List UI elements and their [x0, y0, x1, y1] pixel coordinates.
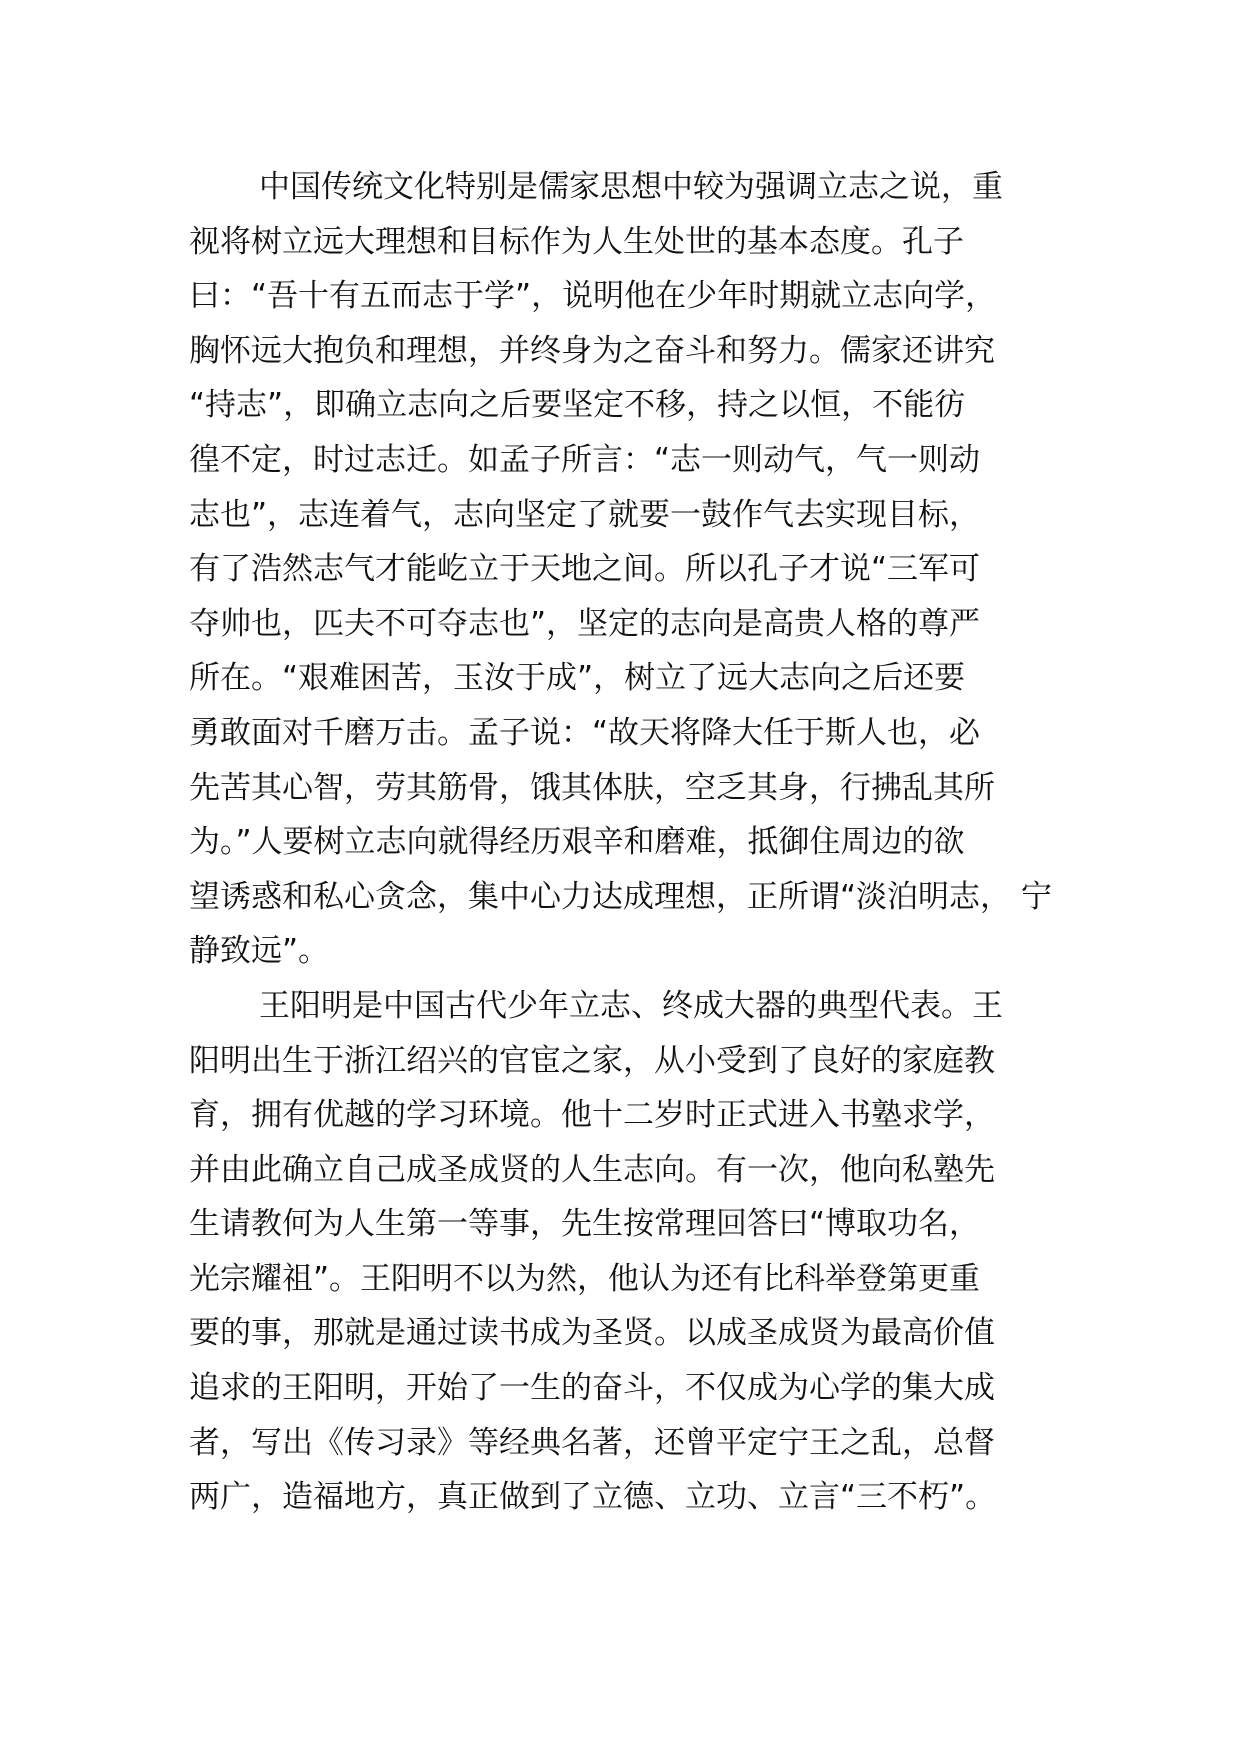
- text-line: 静致远”。: [189, 933, 330, 970]
- paragraph-2: [189, 979, 1069, 1525]
- text-line: 王阳明是中国古代少年立志、终成大器的典型代表。王: [259, 987, 1003, 1024]
- text-line: 勇敢面对千磨万击。孟子说：“故天将降大任于斯人也，必: [189, 714, 981, 751]
- text-line: 要的事，那就是通过读书成为圣贤。以成圣成贤为最高价值: [189, 1315, 995, 1352]
- text-line: 阳明出生于浙江绍兴的官宦之家，从小受到了良好的家庭教: [189, 1042, 995, 1079]
- text-line: 望诱惑和私心贪念，集中心力达成理想，正所谓“淡泊明志， 宁: [189, 878, 1052, 915]
- text-line: 视将树立远大理想和目标作为人生处世的基本态度。孔子: [189, 223, 964, 260]
- body-text: [189, 160, 1069, 1525]
- text-line: 为。”人要树立志向就得经历艰辛和磨难，抵御住周边的欲: [189, 824, 965, 861]
- text-line: 并由此确立自己成圣成贤的人生志向。有一次，他向私塾先: [189, 1151, 995, 1188]
- text-line: 生请教何为人生第一等事，先生按常理回答曰“博取功名，: [189, 1206, 981, 1243]
- text-line: 先苦其心智，劳其筋骨，饿其体肤，空乏其身，行拂乱其所: [189, 769, 995, 806]
- text-line: 有了浩然志气才能屹立于天地之间。所以孔子才说“三军可: [189, 551, 981, 588]
- paragraph-1: [189, 160, 1069, 979]
- text-line: 育，拥有优越的学习环境。他十二岁时正式进入书塾求学，: [189, 1097, 995, 1134]
- text-line: 徨不定，时过志迁。如孟子所言：“志一则动气，气一则动: [189, 441, 981, 478]
- text-line: 追求的王阳明，开始了一生的奋斗，不仅成为心学的集大成: [189, 1370, 995, 1407]
- text-line: 夺帅也，匹夫不可夺志也”，坚定的志向是高贵人格的尊严: [189, 605, 981, 642]
- text-line: 者，写出《传习录》等经典名著，还曾平定宁王之乱，总督: [189, 1424, 995, 1461]
- text-line: 两广，造福地方，真正做到了立德、立功、立言“三不朽”。: [189, 1479, 997, 1516]
- text-line: 所在。“艰难困苦，玉汝于成”，树立了远大志向之后还要: [189, 660, 966, 697]
- text-line: 曰：“吾十有五而志于学”，说明他在少年时期就立志向学，: [189, 278, 997, 315]
- text-line: 光宗耀祖”。王阳明不以为然，他认为还有比科举登第更重: [189, 1260, 981, 1297]
- text-line: 胸怀远大抱负和理想，并终身为之奋斗和努力。儒家还讲究: [189, 332, 995, 369]
- text-line: 中国传统文化特别是儒家思想中较为强调立志之说，重: [259, 169, 1003, 205]
- text-line: 志也”，志连着气，志向坚定了就要一鼓作气去实现目标，: [189, 496, 981, 533]
- text-line: “持志”，即确立志向之后要坚定不移，持之以恒，不能彷: [189, 387, 966, 424]
